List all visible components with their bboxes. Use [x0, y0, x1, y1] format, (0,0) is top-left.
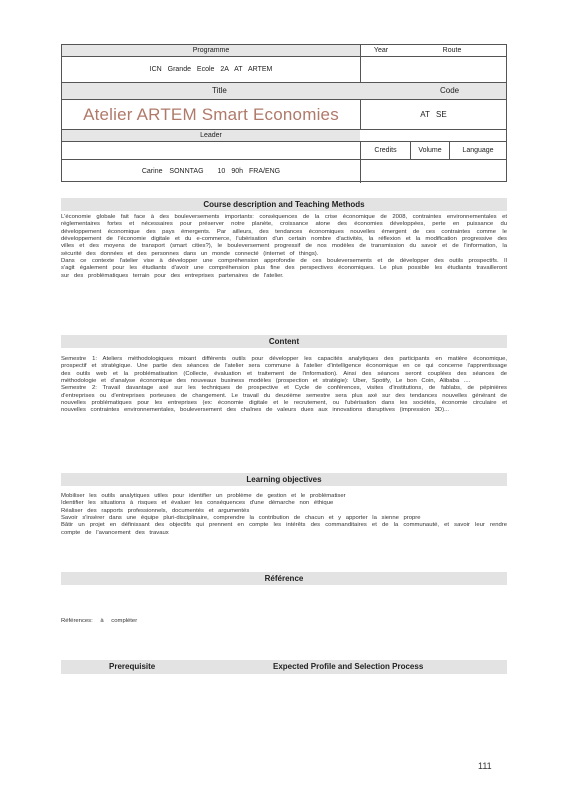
volume-value: 90h — [231, 167, 244, 175]
learning-objectives-list — [61, 493, 507, 537]
language-label: Language — [462, 147, 494, 154]
prerequisite-label: Prerequisite — [109, 662, 156, 671]
course-description-paragraph: L'économie globale fait face à des bouleversements importants: conséquences de la crise économique de 2008, contraintes environnementales et réglementaires fortes et nécessaires pour préserver notre planète, croissance atone des économies développées, perte en puissance du développement économique des pays émergents. Par ailleurs, des tendances économiques nouvelles émergent de ces contraintes comme le développement de l'économie digitale et du e-commerce, l'ubérisation d'un certain nombre d'activités, la réflexion et la modification progressive des villes et des moyens de transport (smart cities?), le bouleversement progressif de nos modèles de transmission du savoir et de l'information, la sécurité des données et des personnes dans un monde connecté (internet of things). — [61, 214, 507, 257]
course-description-paragraph: Dans ce contexte l'atelier vise à développer une compréhension approfondie de ces bouleversements et de développer des outils prospectifs. Il s'agit également pour les étudiants d'avoir une compréhension plus fine des perspectives économiques. Le plus possible les étudiants travailleront sur des problématiques terrain pour des entreprises partenaires de l'atelier. — [61, 258, 507, 279]
content-paragraph: Semestre 1: Ateliers méthodologiques mixant différents outils pour développer les capacités analytiques des participants en matière économique, prospectif et stratégique. Une partie des séances de l'atelier sera commune à l'atelier d'intelligence économique en ce qui concerne l'apprentissage des outils web et la problématisation (Collecte, évaluation et traitement de l'information). Ainsi des séances seront couplées des séances de méthodologie et d'analyse économique des nouveaux business modèles (prospection et stratégie): Uber, Spotify, Le bon Coin, Alibaba .... — [61, 356, 507, 385]
page-number: 111 — [478, 761, 492, 771]
reference-heading: Référence — [61, 572, 507, 585]
code-label: Code — [440, 86, 460, 95]
learning-objectives-heading: Learning objectives — [61, 473, 507, 486]
objective-item: Bâtir un projet en définissant des objectifs qui prennent en compte les intérêts des commanditaires et de la communauté, et savoir leur rendre compte de l'avancement des travaux — [61, 522, 507, 536]
expected-profile-label: Expected Profile and Selection Process — [273, 662, 424, 671]
course-description-heading: Course description and Teaching Methods — [61, 198, 507, 211]
year-label: Year — [373, 47, 389, 54]
course-description-text — [61, 214, 507, 280]
objective-item: Identifier les situations à risques et évaluer les conséquences d'une démarche non éthique — [61, 500, 334, 507]
course-title: Atelier ARTEM Smart Economies — [83, 104, 339, 124]
prerequisite-bar — [61, 660, 507, 674]
programme-label: Programme — [62, 45, 360, 56]
reference-text: Références: à compléter — [61, 618, 138, 624]
course-code: AT SE — [420, 110, 447, 119]
course-header-table — [61, 44, 507, 182]
credits-value: 10 — [217, 167, 226, 175]
leader-label: Leader — [62, 130, 360, 141]
credits-label: Credits — [374, 147, 397, 154]
objective-item: Savoir s'insérer dans une équipe pluri-disciplinaire, comprendre la contribution de chacun et y apporter la sienne propre — [61, 515, 421, 522]
leader-value: Carine SONNTAG — [141, 167, 204, 175]
language-value: FRA/ENG — [249, 167, 281, 175]
volume-label: Volume — [418, 147, 442, 154]
route-label: Route — [442, 47, 462, 54]
title-label: Title — [212, 86, 227, 95]
content-paragraph: Semestre 2: Travail davantage axé sur les techniques de prospective et Cycle de conférences, visites d'institutions, de fablabs, de pépinières d'entreprises ou d'entreprises porteuses de changement. Le travail du deuxième semestre sera plus axé sur des tendances nouvelles générant de nouvelles problématiques pour les entreprises (ex: économie digitale et le recrutement, ou l'ubérisation dans les sociétés, économie circulaire et nouvelles contraintes environnementales, bouleversement des chaînes de valeurs dues aux innovations disruptives (impression 3D)... — [61, 385, 507, 414]
objective-item: Mobiliser les outils analytiques utiles pour identifier un problème de gestion et le problématiser — [61, 493, 346, 499]
objective-item: Réaliser des rapports professionnels, documentés et argumentés — [61, 507, 250, 514]
content-text — [61, 356, 507, 415]
content-heading: Content — [61, 335, 507, 348]
programme-value: ICN Grande Ecole 2A AT ARTEM — [149, 66, 273, 73]
